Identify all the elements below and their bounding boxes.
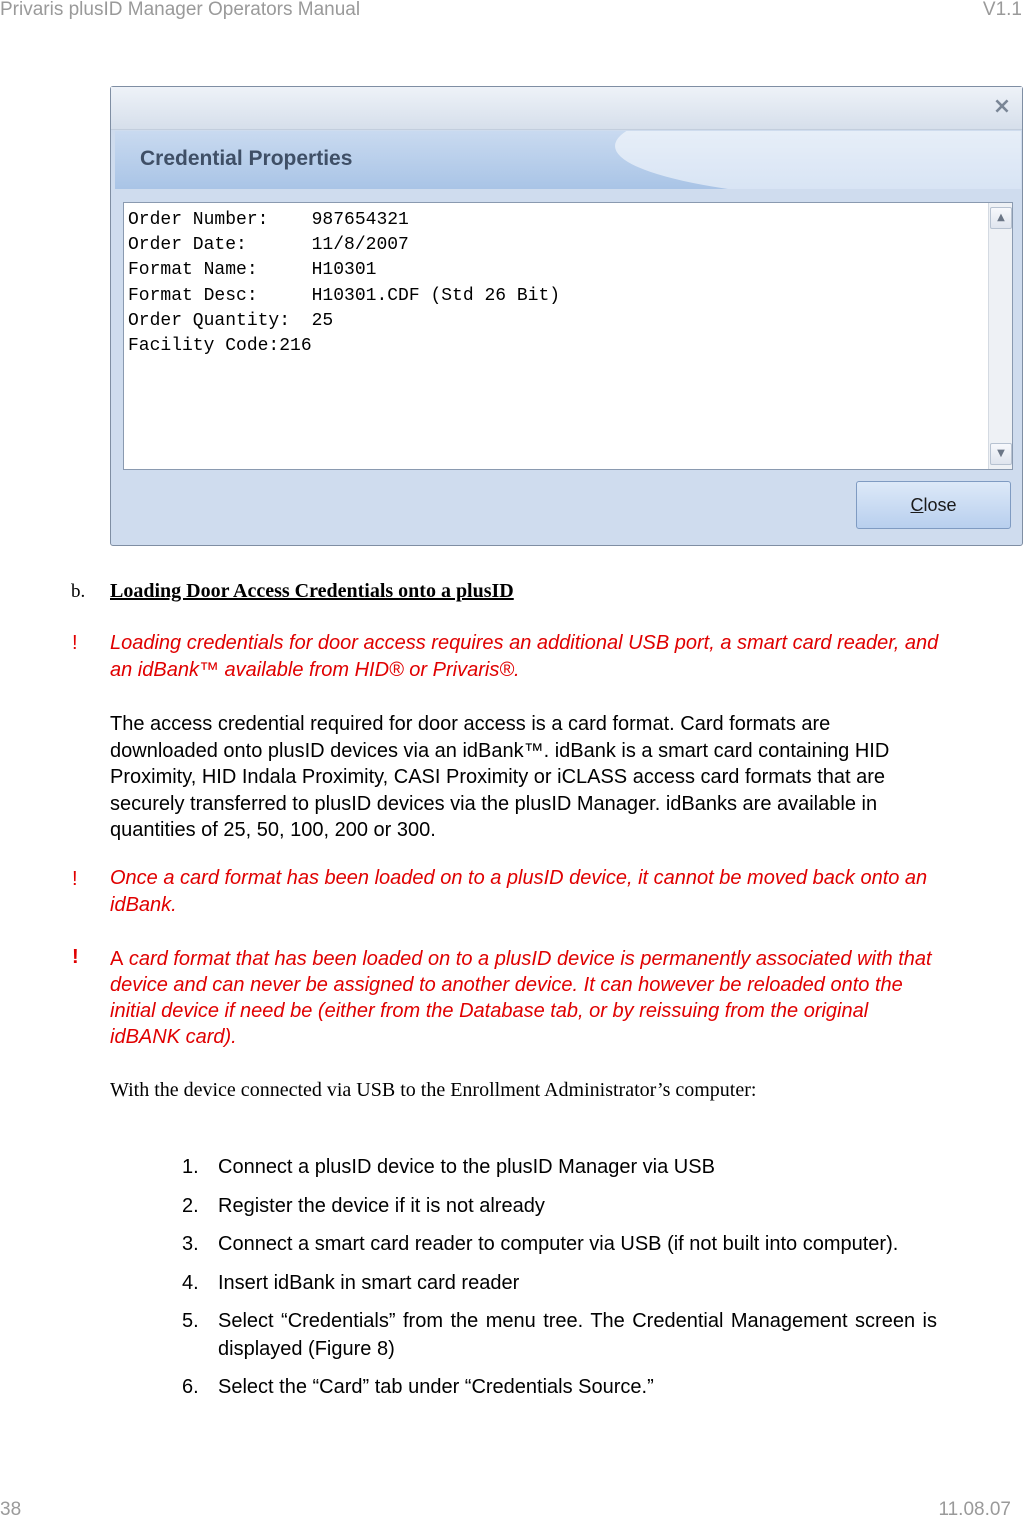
section-title: Loading Door Access Credentials onto a plusID bbox=[110, 580, 514, 602]
warning-text: Loading credentials for door access requires an additional USB port, a smart card reader, and an idBank™ available from HID® or Privaris®. bbox=[110, 632, 939, 681]
page-number: 38 bbox=[0, 1499, 22, 1520]
header-version: V1.1 bbox=[982, 0, 1022, 20]
warning-lead: A bbox=[110, 948, 124, 970]
step-number: 3. bbox=[182, 1233, 199, 1255]
vertical-scrollbar[interactable] bbox=[988, 203, 1012, 469]
dialog-title: Credential Properties bbox=[140, 147, 353, 170]
step-text: Select “Credentials” from the menu tree. The Credential Management screen is displayed (Figure 8) bbox=[218, 1310, 937, 1360]
dialog-banner bbox=[115, 131, 1021, 189]
close-button-mnemonic: C bbox=[910, 495, 924, 515]
body-paragraph: The access credential required for door access is a card format. Card formats are downloaded onto plusID devices via an idBank™. idBank is a smart card containing HID Proximity, HID Indala Proximity, CASI Proximity or iCLASS access card formats that are securely transferred to plusID devices via the plusID Manager. idBanks are available in quantities of 25, 50, 100, 200 or 300. bbox=[110, 713, 890, 841]
dialog-titlebar bbox=[111, 87, 1022, 130]
step-number: 6. bbox=[182, 1376, 199, 1398]
header-title: Privaris plusID Manager Operators Manual bbox=[0, 0, 361, 20]
banner-swoosh bbox=[615, 131, 1021, 189]
warning-icon: ! bbox=[72, 946, 79, 968]
step-text: Connect a smart card reader to computer via USB (if not built into computer). bbox=[218, 1233, 899, 1255]
step-text: Register the device if it is not already bbox=[218, 1194, 545, 1217]
list-item bbox=[180, 1374, 937, 1402]
warning-icon: ! bbox=[72, 632, 78, 654]
properties-textbox[interactable] bbox=[123, 202, 1013, 470]
list-item bbox=[180, 1193, 937, 1221]
warning-text bbox=[110, 946, 940, 1050]
warning-icon: ! bbox=[72, 868, 78, 890]
list-item bbox=[180, 1308, 937, 1363]
footer-date: 11.08.07 bbox=[938, 1499, 1011, 1520]
step-text: Select the “Card” tab under “Credentials Source.” bbox=[218, 1376, 654, 1398]
warning-body: card format that has been loaded on to a plusID device is permanently associated with that device and can never be assigned to another device. It can however be reloaded onto the initial device if need be (either from the Database tab, or by reissuing from the original idBANK card). bbox=[110, 948, 932, 1048]
steps-list bbox=[180, 1154, 937, 1413]
intro-paragraph: With the device connected via USB to the Enrollment Administrator’s computer: bbox=[110, 1079, 757, 1101]
scroll-up-icon[interactable]: ▲ bbox=[990, 207, 1012, 229]
scroll-down-icon[interactable]: ▼ bbox=[990, 443, 1012, 465]
list-item bbox=[180, 1231, 937, 1259]
warning-text: Once a card format has been loaded on to a plusID device, it cannot be moved back onto an idBank. bbox=[110, 867, 928, 916]
step-number: 5. bbox=[182, 1310, 199, 1332]
close-icon[interactable]: × bbox=[992, 94, 1012, 119]
step-text: Connect a plusID device to the plusID Manager via USB bbox=[218, 1156, 715, 1178]
list-item bbox=[180, 1154, 937, 1182]
close-button[interactable] bbox=[856, 481, 1011, 529]
step-number: 1. bbox=[182, 1156, 199, 1178]
section-letter: b. bbox=[71, 581, 86, 602]
step-number: 2. bbox=[182, 1194, 199, 1217]
step-number: 4. bbox=[182, 1271, 199, 1294]
credential-properties-dialog bbox=[110, 86, 1023, 546]
list-item bbox=[180, 1270, 937, 1298]
properties-text: Order Number: 987654321 Order Date: 11/8/2007 Format Name: H10301 Format Desc: H10301.CDF (Std 26 Bit) Order Quantity: 25 Facility Code:216 bbox=[128, 210, 561, 357]
step-text: Insert idBank in smart card reader bbox=[218, 1271, 520, 1294]
close-button-label: lose bbox=[923, 495, 957, 515]
